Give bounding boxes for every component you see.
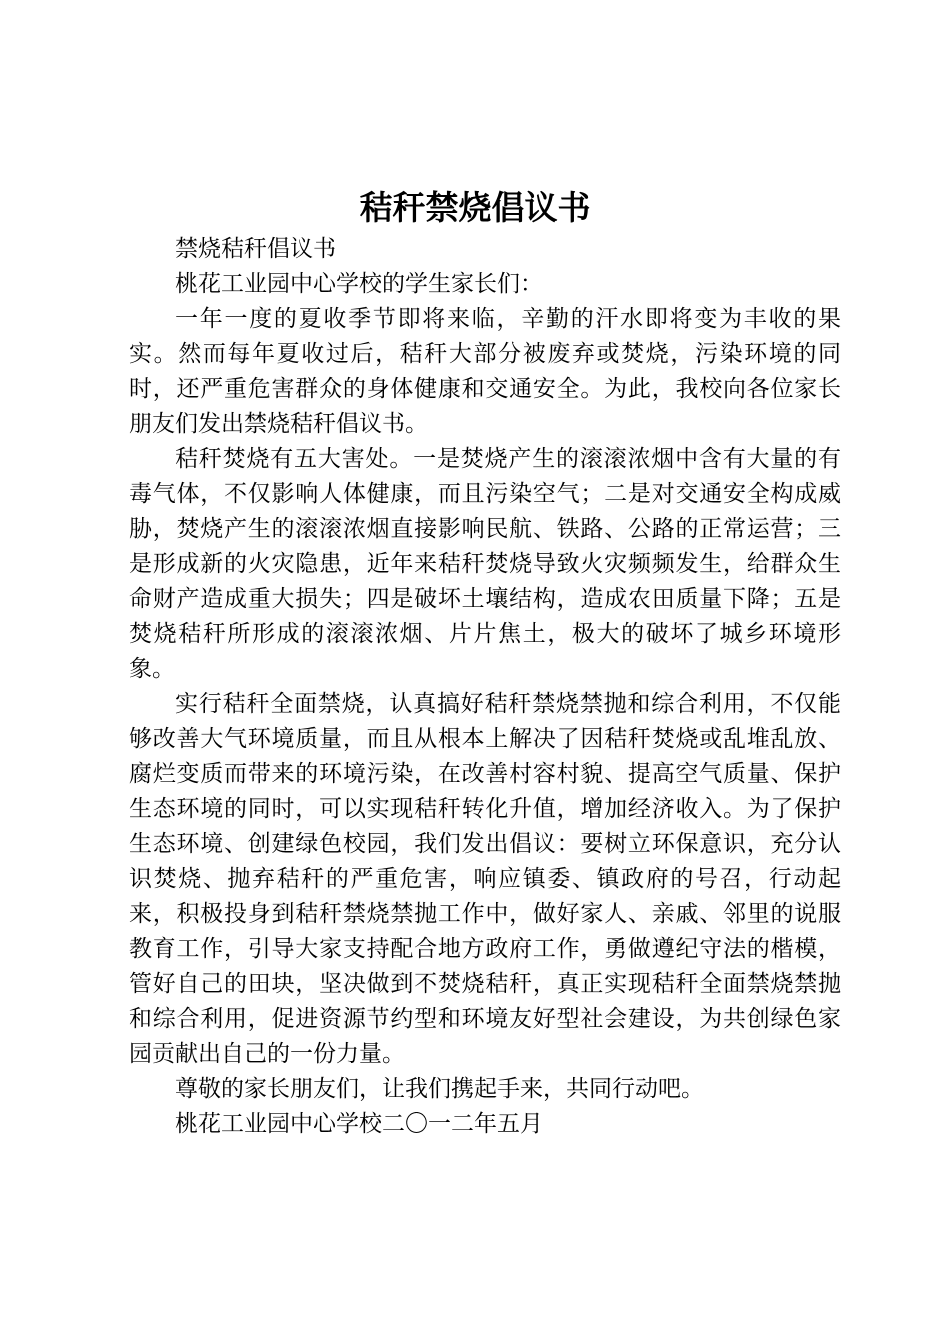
salutation: 桃花工业园中心学校的学生家长们： [175, 271, 543, 297]
document-body [129, 232, 841, 1142]
paragraph-proposal: 实行秸秆全面禁烧，认真搞好秸秆禁烧禁抛和综合利用，不仅能够改善大气环境质量，而且从根本上解决了因秸秆焚烧或乱堆乱放、腐烂变质而带来的环境污染，在改善村容村貌、提高空气质量、保护生态环境的同时，可以实现秸秆转化升值，增加经济收入。为了保护生态环境、创建绿色校园，我们发出倡议：要树立环保意识，充分认识焚烧、抛弃秸秆的严重危害，响应镇委、镇政府的号召，行动起来，积极投身到秸秆禁烧禁抛工作中，做好家人、亲戚、邻里的说服教育工作，引导大家支持配合地方政府工作，勇做遵纪守法的楷模，管好自己的田块，坚决做到不焚烧秸秆，真正实现秸秆全面禁烧禁抛和综合利用，促进资源节约型和环境友好型社会建设，为共创绿色家园贡献出自己的一份力量。 [129, 691, 841, 1067]
paragraph-intro: 一年一度的夏收季节即将来临，辛勤的汗水即将变为丰收的果实。然而每年夏收过后，秸秆大部分被废弃或焚烧，污染环境的同时，还严重危害群众的身体健康和交通安全。为此，我校向各位家长朋友们发出禁烧秸秆倡议书。 [129, 306, 841, 437]
subtitle-line: 禁烧秸秆倡议书 [175, 236, 336, 262]
closing-line: 尊敬的家长朋友们，让我们携起手来，共同行动吧。 [175, 1076, 704, 1102]
signature-date: 桃花工业园中心学校二〇一二年五月 [175, 1111, 543, 1137]
paragraph-harms: 秸秆焚烧有五大害处。一是焚烧产生的滚滚浓烟中含有大量的有毒气体，不仅影响人体健康，而且污染空气；二是对交通安全构成威胁，焚烧产生的滚滚浓烟直接影响民航、铁路、公路的正常运营；三是形成新的火灾隐患，近年来秸秆焚烧导致火灾频频发生，给群众生命财产造成重大损失；四是破坏土壤结构，造成农田质量下降；五是焚烧秸秆所形成的滚滚浓烟、片片焦土，极大的破坏了城乡环境形象。 [129, 446, 841, 682]
document-title: 秸秆禁烧倡议书 [359, 188, 591, 227]
